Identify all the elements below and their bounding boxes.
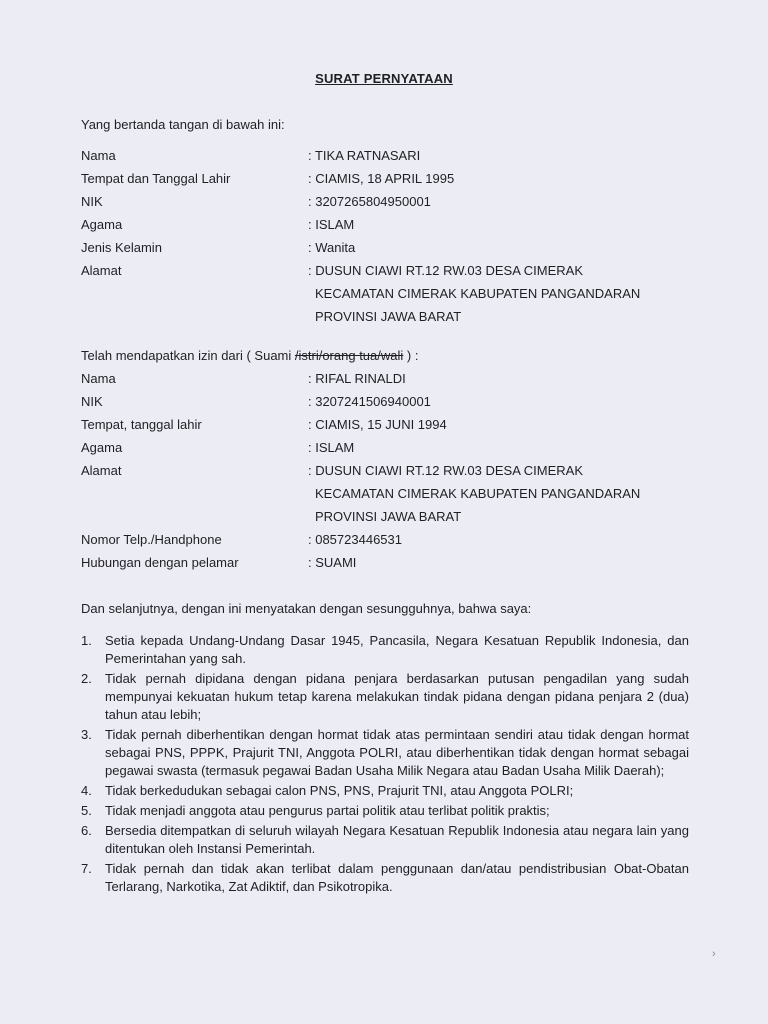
- statement-number: 4.: [81, 783, 92, 798]
- guardian-value-line: : 3207241506940001: [308, 394, 431, 409]
- applicant-value: [308, 171, 454, 194]
- statement-text: Tidak menjadi anggota atau pengurus partai politik atau terlibat politik praktis;: [105, 803, 550, 818]
- statement-item: [81, 822, 689, 858]
- statement-item: [81, 802, 689, 820]
- guardian-value-line: : SUAMI: [308, 555, 357, 570]
- statement-text: Tidak pernah dipidana dengan pidana penjara berdasarkan putusan pengadilan yang sudah mempunyai kekuatan hukum tetap karena melakukan tindak pidana dengan pidana penjara 2 (dua) tahun atau lebih;: [105, 671, 689, 722]
- guardian-value-line: : 085723446531: [308, 532, 402, 547]
- applicant-value-line: : 3207265804950001: [308, 194, 431, 209]
- guardian-value: [308, 417, 447, 440]
- statement-text: Tidak berkedudukan sebagai calon PNS, PNS, Prajurit TNI, atau Anggota POLRI;: [105, 783, 574, 798]
- applicant-value: [308, 194, 431, 217]
- applicant-value-line: : Wanita: [308, 240, 356, 255]
- guardian-value-line: : CIAMIS, 15 JUNI 1994: [308, 417, 447, 432]
- intro-text: Yang bertanda tangan di bawah ini:: [81, 117, 285, 132]
- applicant-value-line: : DUSUN CIAWI RT.12 RW.03 DESA CIMERAK: [308, 263, 583, 278]
- guardian-value-line: : DUSUN CIAWI RT.12 RW.03 DESA CIMERAK: [308, 463, 583, 478]
- guardian-label: Nama: [81, 371, 116, 386]
- statement-intro: Dan selanjutnya, dengan ini menyatakan dengan sesungguhnya, bahwa saya:: [81, 601, 532, 616]
- guardian-label: Agama: [81, 440, 123, 455]
- statement-item: [81, 860, 689, 896]
- statement-number: 3.: [81, 727, 92, 742]
- guardian-value-line: : ISLAM: [308, 440, 355, 455]
- guardian-value-line: PROVINSI JAWA BARAT: [315, 509, 462, 524]
- statement-number: 7.: [81, 861, 92, 876]
- permission-suffix: ) :: [403, 348, 419, 363]
- guardian-value: [308, 440, 354, 463]
- applicant-label: NIK: [81, 194, 103, 209]
- applicant-label: Agama: [81, 217, 123, 232]
- guardian-value: [308, 555, 356, 578]
- guardian-value-line: : RIFAL RINALDI: [308, 371, 406, 386]
- applicant-label: Alamat: [81, 263, 122, 278]
- applicant-value: [308, 148, 420, 171]
- applicant-value-line: : CIAMIS, 18 APRIL 1995: [308, 171, 455, 186]
- statement-list: [81, 632, 689, 898]
- guardian-label: Alamat: [81, 463, 122, 478]
- statement-text: Tidak pernah diberhentikan dengan hormat tidak atas permintaan sendiri atau tidak dengan hormat sebagai PNS, PPPK, Prajurit TNI, Anggota POLRI, atau diberhentikan tidak dengan hormat sebagai pegawai swasta (termasuk pegawai Badan Usaha Milik Negara atau Badan Usaha Milik Daerah);: [105, 727, 689, 778]
- permission-struck: /istri/orang tua/wali: [294, 348, 404, 363]
- statement-item: [81, 632, 689, 668]
- applicant-value-line: : TIKA RATNASARI: [308, 148, 421, 163]
- applicant-label: Jenis Kelamin: [81, 240, 162, 255]
- applicant-value-line: KECAMATAN CIMERAK KABUPATEN PANGANDARAN: [315, 286, 641, 301]
- statement-text: Bersedia ditempatkan di seluruh wilayah Negara Kesatuan Republik Indonesia atau negara lain yang ditentukan oleh Instansi Pemerintah.: [105, 823, 689, 856]
- statement-item: [81, 726, 689, 780]
- statement-item: [81, 782, 689, 800]
- applicant-value: [308, 263, 640, 332]
- applicant-value: [308, 240, 355, 263]
- guardian-label: NIK: [81, 394, 103, 409]
- guardian-value: [308, 371, 406, 394]
- statement-text: Setia kepada Undang-Undang Dasar 1945, Pancasila, Negara Kesatuan Republik Indonesia, dan Pemerintahan yang sah.: [105, 633, 689, 666]
- guardian-label: Hubungan dengan pelamar: [81, 555, 239, 570]
- applicant-label: Tempat dan Tanggal Lahir: [81, 171, 231, 186]
- applicant-value-line: : ISLAM: [308, 217, 355, 232]
- guardian-value: [308, 463, 640, 532]
- statement-number: 1.: [81, 633, 92, 648]
- corner-mark: ›: [712, 948, 716, 960]
- permission-prefix: Telah mendapatkan izin dari ( Suami: [81, 348, 295, 363]
- applicant-label: Nama: [81, 148, 116, 163]
- statement-text: Tidak pernah dan tidak akan terlibat dalam penggunaan dan/atau pendistribusian Obat-Obatan Terlarang, Narkotika, Zat Adiktif, dan Psikotropika.: [105, 861, 689, 894]
- guardian-value: [308, 532, 402, 555]
- applicant-value-line: PROVINSI JAWA BARAT: [315, 309, 462, 324]
- permission-text: [81, 348, 418, 364]
- guardian-value-line: KECAMATAN CIMERAK KABUPATEN PANGANDARAN: [315, 486, 641, 501]
- guardian-label: Nomor Telp./Handphone: [81, 532, 222, 547]
- statement-number: 6.: [81, 823, 92, 838]
- applicant-value: [308, 217, 354, 240]
- guardian-value: [308, 394, 431, 417]
- document-title: SURAT PERNYATAAN: [315, 71, 453, 86]
- statement-number: 2.: [81, 671, 92, 686]
- statement-item: [81, 670, 689, 724]
- guardian-label: Tempat, tanggal lahir: [81, 417, 202, 432]
- statement-number: 5.: [81, 803, 92, 818]
